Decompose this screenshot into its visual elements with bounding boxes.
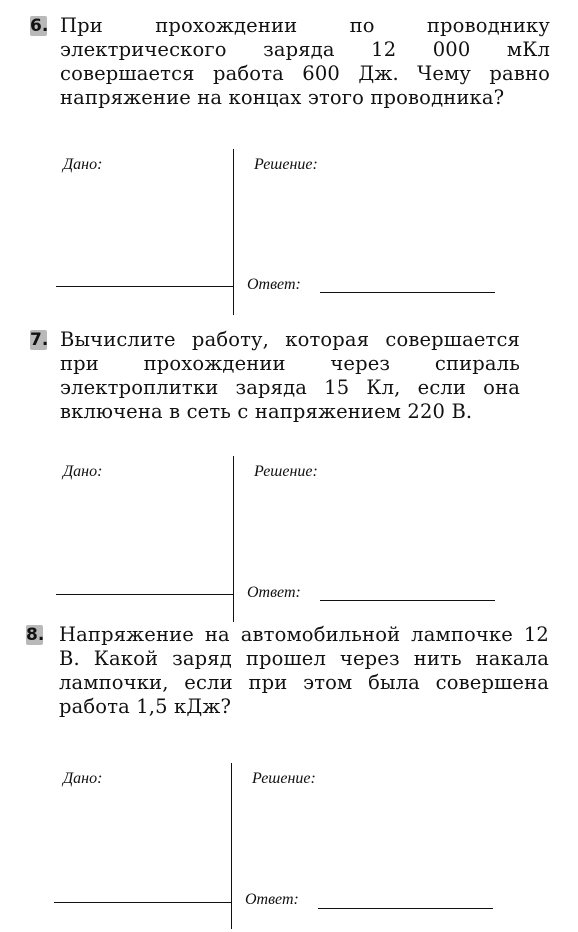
answer-line[interactable] [320, 600, 495, 601]
given-label: Дано: [63, 770, 103, 787]
given-divider-vertical [233, 149, 234, 315]
problem-number: 6. [30, 16, 49, 36]
answer-line[interactable] [320, 292, 495, 293]
given-label: Дано: [63, 156, 103, 173]
given-divider-vertical [233, 456, 234, 622]
given-divider-horizontal [54, 902, 232, 903]
answer-label: Ответ: [247, 276, 301, 293]
problem-text: Вычислите работу, которая совершается при прохождении через спираль электроплитки заряда 15 Кл, если она включена в сеть с напряжением 220 В. [60, 328, 520, 423]
problem-text: Напряжение на автомобильной лампочке 12 В. Какой заряд прошел через нить накала лампочки, если при этом была совершена работа 1,5 кДж? [59, 623, 549, 718]
answer-line[interactable] [318, 908, 493, 909]
problem-number: 8. [26, 625, 45, 645]
problem-8 [0, 623, 578, 923]
problem-number: 7. [30, 330, 49, 350]
problem-7 [0, 328, 578, 628]
given-label: Дано: [63, 463, 103, 480]
solution-label: Решение: [254, 156, 318, 173]
problem-text: При прохождении по проводнику электрического заряда 12 000 мКл совершается работа 600 Дж. Чему равно напряжение на концах этого проводника? [60, 14, 550, 109]
answer-label: Ответ: [245, 891, 299, 908]
given-divider-vertical [231, 763, 232, 929]
given-divider-horizontal [56, 594, 234, 595]
solution-label: Решение: [252, 770, 316, 787]
solution-label: Решение: [254, 463, 318, 480]
answer-label: Ответ: [247, 584, 301, 601]
problem-6 [0, 14, 578, 314]
given-divider-horizontal [56, 286, 234, 287]
